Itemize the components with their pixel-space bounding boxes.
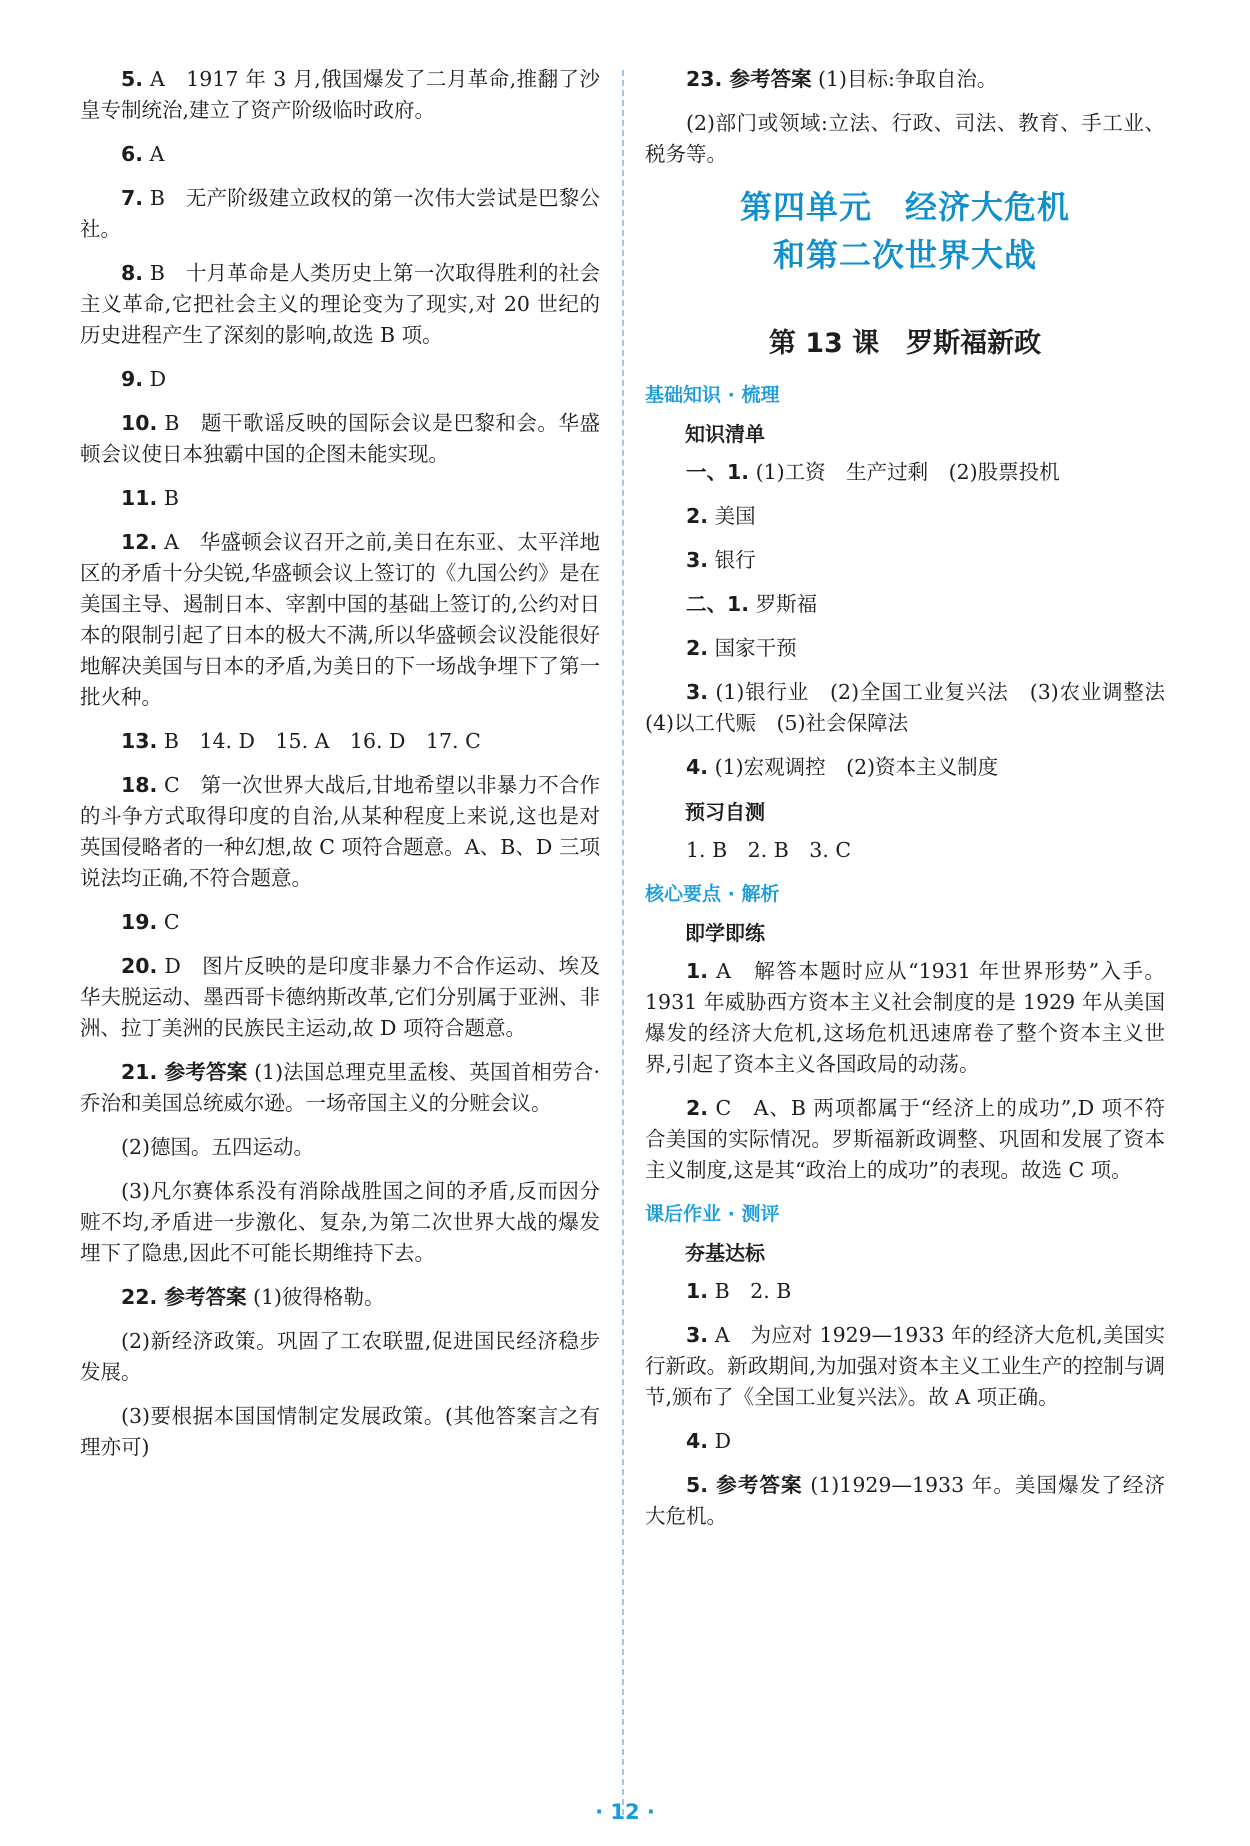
sub-label-foundation: 夯基达标 [685, 1241, 765, 1265]
answer-item [645, 1470, 1165, 1532]
answer-text: C [163, 910, 180, 934]
preview-answers: 1. B 2. B 3. C [686, 838, 852, 862]
answer-text: 国家干预 [714, 636, 797, 660]
answer-item [645, 501, 1165, 532]
answer-text: B 十月革命是人类历史上第一次取得胜利的社会主义革命,它把社会主义的理论变为了现实,对 20 世纪的历史进程产生了深刻的影响,故选 B 项。 [80, 261, 600, 347]
answer-number: 6. [121, 142, 144, 166]
right-column [645, 64, 1186, 1545]
answer-number: 二、1. [686, 592, 750, 616]
answer-item [80, 1282, 600, 1313]
answer-number: 2. [686, 1096, 709, 1120]
answer-item [645, 589, 1165, 620]
answer-item [645, 1093, 1165, 1186]
answer-item [80, 1132, 600, 1163]
answer-text: C A、B 两项都属于“经济上的成功”,D 项不符合美国的实际情况。罗斯福新政调整、巩固和发展了资本主义制度,这是其“政治上的成功”的表现。故选 C 项。 [645, 1096, 1165, 1182]
answer-item [80, 183, 600, 245]
answer-item [645, 1426, 1165, 1457]
section-label-basics: 基础知识 · 梳理 [645, 384, 780, 406]
answer-number: 18. [121, 773, 158, 797]
answer-text: B 14. D 15. A 16. D 17. C [163, 729, 481, 753]
answer-number: 11. [121, 486, 158, 510]
section-label-homework: 课后作业 · 测评 [645, 1203, 780, 1225]
answer-number: 4. [686, 755, 709, 779]
answer-number: 8. [121, 261, 144, 285]
answer-item [80, 1057, 600, 1119]
answer-number: 5. [121, 67, 144, 91]
unit-title-line1: 第四单元 经济大危机 [739, 188, 1070, 226]
practice-answers [645, 956, 1165, 1186]
homework-answers [645, 1276, 1165, 1532]
answer-item [80, 139, 600, 170]
answer-item [80, 726, 600, 757]
sub-label-preview: 预习自测 [685, 800, 765, 824]
answer-number: 13. [121, 729, 158, 753]
answer-text: (1)目标:争取自治。 [817, 67, 998, 91]
answer-number: 2. [686, 504, 709, 528]
answer-text: (2)德国。五四运动。 [121, 1135, 315, 1159]
answer-item [645, 752, 1165, 783]
answer-number: 19. [121, 910, 158, 934]
right-top-answers [645, 64, 1165, 170]
page-number: · 12 · [595, 1800, 655, 1824]
answer-item [80, 951, 600, 1044]
answer-number: 20. [121, 954, 158, 978]
answer-text: 银行 [714, 548, 756, 572]
answer-text: (3)要根据本国国情制定发展政策。(其他答案言之有理亦可) [80, 1404, 600, 1459]
answer-text: (1)工资 生产过剩 (2)股票投机 [755, 460, 1060, 484]
answer-text: 美国 [714, 504, 756, 528]
answer-item [80, 258, 600, 351]
answer-item [80, 364, 600, 395]
answer-number: 2. [686, 636, 709, 660]
answer-item [645, 108, 1165, 170]
answer-item [80, 770, 600, 894]
answer-text: B 无产阶级建立政权的第一次伟大尝试是巴黎公社。 [80, 186, 600, 241]
answer-text: B 2. B [714, 1279, 792, 1303]
answer-item [80, 1401, 600, 1463]
answer-number: 1. [686, 1279, 709, 1303]
answer-item [645, 633, 1165, 664]
answer-number: 22. 参考答案 [121, 1285, 247, 1309]
answer-text: A 1917 年 3 月,俄国爆发了二月革命,推翻了沙皇专制统治,建立了资产阶级临时政府。 [80, 67, 600, 122]
answer-item [80, 483, 600, 514]
answer-text: A 解答本题时应从“1931 年世界形势”入手。1931 年威胁西方资本主义社会制度的是 1929 年从美国爆发的经济大危机,这场危机迅速席卷了整个资本主义世界,引起了资本主义各国政局的动荡。 [645, 959, 1165, 1076]
answer-text: D [149, 367, 167, 391]
answer-item [645, 1276, 1165, 1307]
answer-number: 10. [121, 411, 158, 435]
answer-item [645, 457, 1165, 488]
answer-item [80, 907, 600, 938]
answer-text: (1)1929—1933 年。美国爆发了经济大危机。 [645, 1473, 1165, 1528]
answer-item [80, 1176, 600, 1269]
answer-number: 1. [686, 959, 709, 983]
answer-number: 12. [121, 530, 158, 554]
answer-text: B 题干歌谣反映的国际会议是巴黎和会。华盛顿会议使日本独霸中国的企图未能实现。 [80, 411, 600, 466]
answer-text: A 为应对 1929—1933 年的经济大危机,美国实行新政。新政期间,为加强对资本主义工业生产的控制与调节,颁布了《全国工业复兴法》。故 A 项正确。 [645, 1323, 1165, 1409]
answer-number: 4. [686, 1429, 709, 1453]
answer-item [80, 527, 600, 713]
answer-number: 7. [121, 186, 144, 210]
answer-text: (1)法国总理克里孟梭、英国首相劳合·乔治和美国总统威尔逊。一场帝国主义的分赃会议。 [80, 1060, 600, 1115]
answer-number: 3. [686, 1323, 709, 1347]
answer-item [645, 64, 1165, 95]
answer-number: 9. [121, 367, 144, 391]
knowledge-list [645, 457, 1186, 783]
answer-item [80, 408, 600, 470]
answer-text: D 图片反映的是印度非暴力不合作运动、埃及华夫脱运动、墨西哥卡德纳斯改革,它们分别属于亚洲、非洲、拉丁美洲的民族民主运动,故 D 项符合题意。 [80, 954, 600, 1040]
answer-item [80, 64, 600, 126]
answer-number: 3. [686, 548, 709, 572]
sub-label-practice: 即学即练 [685, 921, 765, 945]
lesson-title: 第 13 课 罗斯福新政 [768, 328, 1042, 359]
sub-label-knowledge-list: 知识清单 [685, 422, 765, 446]
answer-item [80, 1326, 600, 1388]
column-divider [622, 70, 624, 1815]
answer-number: 21. 参考答案 [121, 1060, 248, 1084]
answer-number: 3. [686, 680, 709, 704]
answer-text: 罗斯福 [755, 592, 818, 616]
section-label-core: 核心要点 · 解析 [645, 883, 780, 905]
answer-item [645, 1320, 1165, 1413]
answer-item [645, 545, 1165, 576]
left-column [80, 64, 600, 1476]
unit-title-line2: 和第二次世界大战 [772, 236, 1037, 274]
answer-text: (2)部门或领域:立法、行政、司法、教育、手工业、税务等。 [645, 111, 1165, 166]
answer-text: B [163, 486, 179, 510]
answer-text: (3)凡尔赛体系没有消除战胜国之间的矛盾,反而因分赃不均,矛盾进一步激化、复杂,为第二次世界大战的爆发埋下了隐患,因此不可能长期维持下去。 [80, 1179, 600, 1265]
answer-text: (1)宏观调控 (2)资本主义制度 [714, 755, 999, 779]
unit-title [645, 183, 1165, 279]
answer-number: 23. 参考答案 [686, 67, 812, 91]
answer-text: A [149, 142, 165, 166]
answer-number: 一、1. [686, 460, 750, 484]
answer-number: 5. 参考答案 [686, 1473, 803, 1497]
answer-text: D [714, 1429, 732, 1453]
answer-text: C 第一次世界大战后,甘地希望以非暴力不合作的斗争方式取得印度的自治,从某种程度上来说,这也是对英国侵略者的一种幻想,故 C 项符合题意。A、B、D 三项说法均正确,不符合题意。 [80, 773, 600, 890]
answer-text: (1)银行业 (2)全国工业复兴法 (3)农业调整法 (4)以工代赈 (5)社会保障法 [645, 680, 1186, 735]
answer-text: (2)新经济政策。巩固了工农联盟,促进国民经济稳步发展。 [80, 1329, 600, 1384]
answer-item [645, 677, 1186, 739]
answer-item [645, 956, 1165, 1080]
answer-text: (1)彼得格勒。 [252, 1285, 385, 1309]
answer-text: A 华盛顿会议召开之前,美日在东亚、太平洋地区的矛盾十分尖锐,华盛顿会议上签订的《九国公约》是在美国主导、遏制日本、宰割中国的基础上签订的,公约对日本的限制引起了日本的极大不满,所以华盛顿会议没能很好地解决美国与日本的矛盾,为美日的下一场战争埋下了第一批火种。 [80, 530, 600, 709]
